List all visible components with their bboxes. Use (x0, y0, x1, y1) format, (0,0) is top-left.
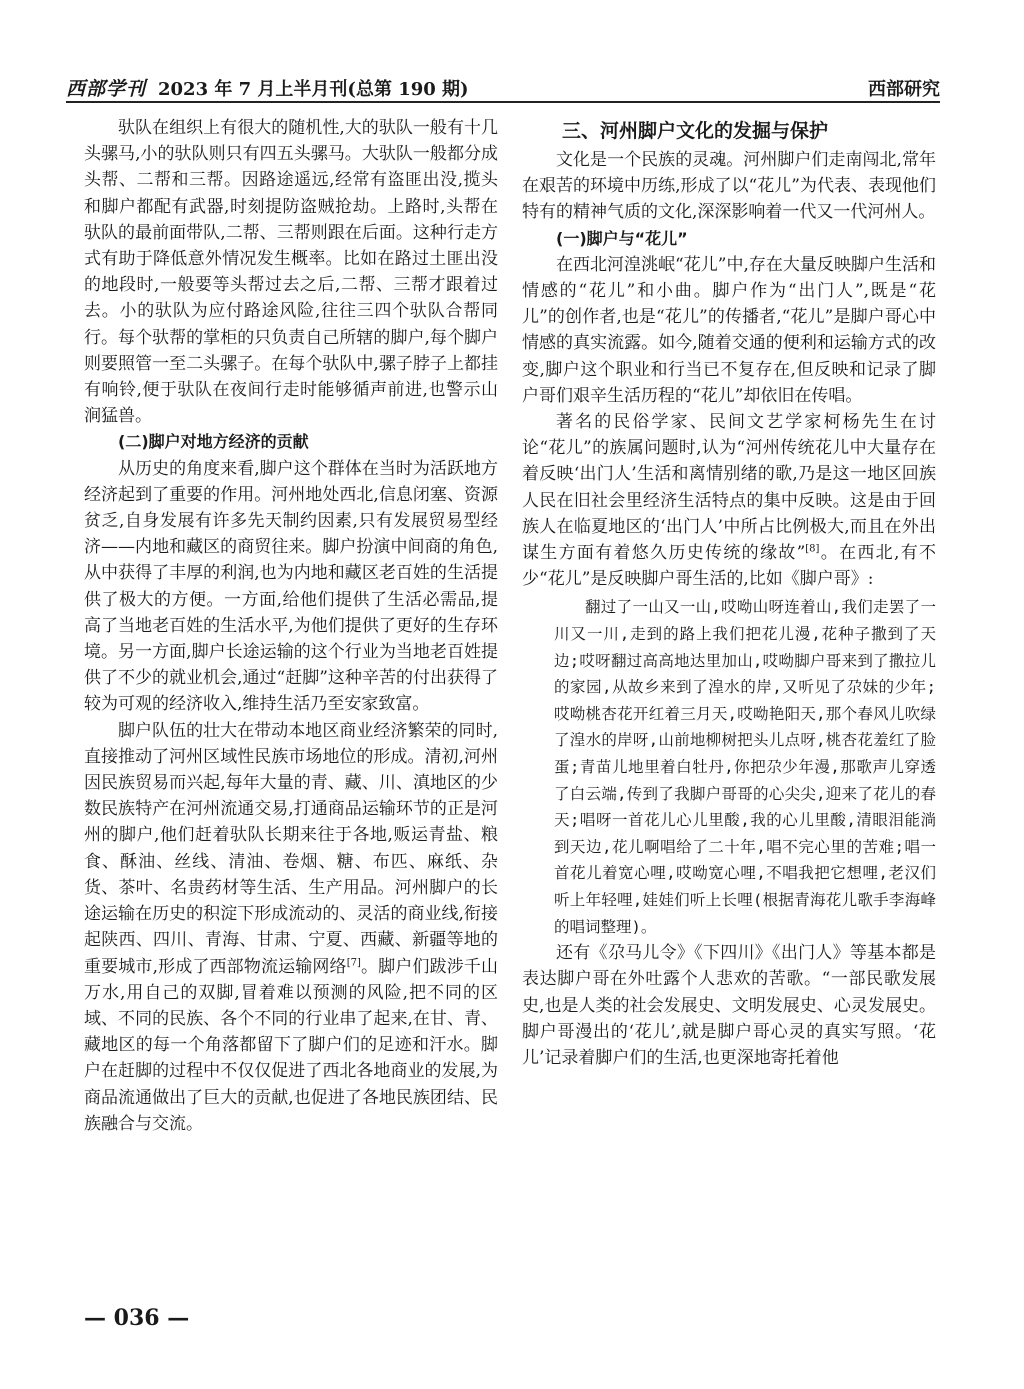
citation-ref[interactable]: [8] (805, 543, 820, 555)
paragraph: 从历史的角度来看,脚户这个群体在当时为活跃地方经济起到了重要的作用。河州地处西北,信息闭塞、资源贫乏,自身发展有许多先天制约因素,只有发展贸易型经济——内地和藏区的商贸往来。脚户扮演中间商的角色,从中获得了丰厚的利润,也为内地和藏区老百姓的生活提供了极大的方便。一方面,给他们提供了生活必需品,提高了当地老百姓的生活水平,为他们提供了更好的生存环境。另一方面,脚户长途运输的这个行业为当地老百姓提供了不少的就业机会,通过“赶脚”这种辛苦的付出获得了较为可观的经济收入,维持生活乃至安家致富。 (84, 458, 498, 715)
paragraph: 还有《尕马儿令》《下四川》《出门人》等基本都是表达脚户哥在外吐露个人悲欢的苦歌。“一部民歌发展史,也是人类的社会发展史、文明发展史、心灵发展史。脚户哥漫出的‘花儿’,就是脚户哥心灵的真实写照。‘花儿’记录着脚户们的生活,也更深地寄托着他 (522, 943, 936, 1068)
right-column (522, 115, 936, 1071)
paragraph: 文化是一个民族的灵魂。河州脚户们走南闯北,常年在艰苦的环境中历练,形成了以“花儿”为代表、表现他们特有的精神气质的文化,深深影响着一代又一代河州人。 (522, 150, 936, 223)
paragraph: 脚户队伍的壮大在带动本地区商业经济繁荣的同时,直接推动了河州区域性民族市场地位的形成。清初,河州因民族贸易而兴起,每年大量的青、藏、川、滇地区的少数民族特产在河州流通交易,打通商品运输环节的正是河州的脚户,他们赶着驮队长期来往于各地,贩运青盐、粮食、酥油、丝线、清油、卷烟、糖、布匹、麻纸、杂货、茶叶、名贵药材等生活、生产用品。河州脚户的长途运输在历史的积淀下形成流动的、灵活的商业线,衔接起陕西、四川、青海、甘肃、宁夏、西藏、新疆等地的重要城市,形成了西部物流运输网络[7]。脚户们跋涉千山万水,用自己的双脚,冒着难以预测的风险,把不同的区域、不同的民族、各个不同的行业串了起来,在甘、青、藏地区的每一个角落都留下了脚户们的足迹和汗水。脚户在赶脚的过程中不仅仅促进了西北各地商业的发展,为商品流通做出了巨大的贡献,也促进了各地民族团结、民族融合与交流。 (84, 720, 498, 1134)
paragraph: 在西北河湟洮岷“花儿”中,存在大量反映脚户生活和情感的“花儿”和小曲。脚户作为“出门人”,既是“花儿”的创作者,也是“花儿”的传播者,“花儿”是脚户哥心中情感的真实流露。如今,随着交通的便利和运输方式的改变,脚户这个职业和行当已不复存在,但反映和记录了脚户哥们艰辛生活历程的“花儿”却依旧在传唱。 (522, 254, 936, 406)
issue-info: 2023 年 7 月上半月刊(总第 190 期) (158, 79, 469, 100)
left-column (84, 115, 498, 1137)
citation-ref[interactable]: [7] (346, 956, 361, 968)
paragraph: 驮队在组织上有很大的随机性,大的驮队一般有十几头骡马,小的驮队则只有四五头骡马。大驮队一般都分成头帮、二帮和三帮。因路途遥远,经常有盗匪出没,揽头和脚户都配有武器,时刻提防盗贼抢劫。上路时,头帮在驮队的最前面带队,二帮、三帮则跟在后面。这种行走方式有助于降低意外情况发生概率。比如在路过土匪出没的地段时,一般要等头帮过去之后,二帮、三帮才跟着过去。小的驮队为应付路途风险,往往三四个驮队合帮同行。每个驮帮的掌柜的只负责自己所辖的脚户,每个脚户则要照管一至二头骡子。在每个驮队中,骡子脖子上都挂有响铃,便于驮队在夜间行走时能够循声前进,也警示山涧猛兽。 (84, 118, 498, 427)
header-rule (66, 101, 940, 103)
page-header (66, 72, 940, 102)
subsection-heading: (二)脚户对地方经济的贡献 (118, 432, 309, 452)
section-heading: 三、河州脚户文化的发掘与保护 (562, 120, 829, 142)
section-name: 西部研究 (868, 79, 940, 100)
page-number: — 036 — (84, 1305, 190, 1331)
subsection-heading: (一)脚户与“花儿” (556, 228, 688, 248)
paragraph: 著名的民俗学家、民间文艺学家柯杨先生在讨论“花儿”的族属问题时,认为“河州传统花儿中大量存在着反映‘出门人’生活和离情别绪的歌,乃是这一地区回族人民在旧社会里经济生活特点的集中反映。这是由于回族人在临夏地区的‘出门人’中所占比例极大,而且在外出谋生方面有着悠久历史传统的缘故”[8]。在西北,有不少“花儿”是反映脚户哥生活的,比如《脚户哥》: (522, 412, 936, 590)
song-lyrics (554, 594, 936, 940)
lyrics-text: 翻过了一山又一山,哎呦山呀连着山,我们走罢了一川又一川,走到的路上我们把花儿漫,花种子撒到了天边;哎呀翻过高高地达里加山,哎呦脚户哥来到了撒拉儿的家园,从故乡来到了湟水的岸,又听见了尕妹的少年;哎呦桃杏花开红着三月天,哎呦艳阳天,那个春风儿吹绿了湟水的岸呀,山前地柳树把头儿点呀,桃杏花羞红了脸蛋;青苗儿地里着白牡丹,你把尕少年漫,那歌声儿穿透了白云端,传到了我脚户哥哥的心尖尖,迎来了花儿的春天;唱呀一首花儿心儿里酸,我的心儿里酸,清眼泪能淌到天边,花儿啊唱给了二十年,唱不完心里的苦难;唱一首花儿着宽心哩,哎呦宽心哩,不唱我把它想哩,老汉们听上年轻哩,娃娃们听上长哩(根据青海花儿歌手李海峰的唱词整理)。 (554, 598, 936, 936)
journal-logo: 西部学刊 (66, 78, 147, 100)
